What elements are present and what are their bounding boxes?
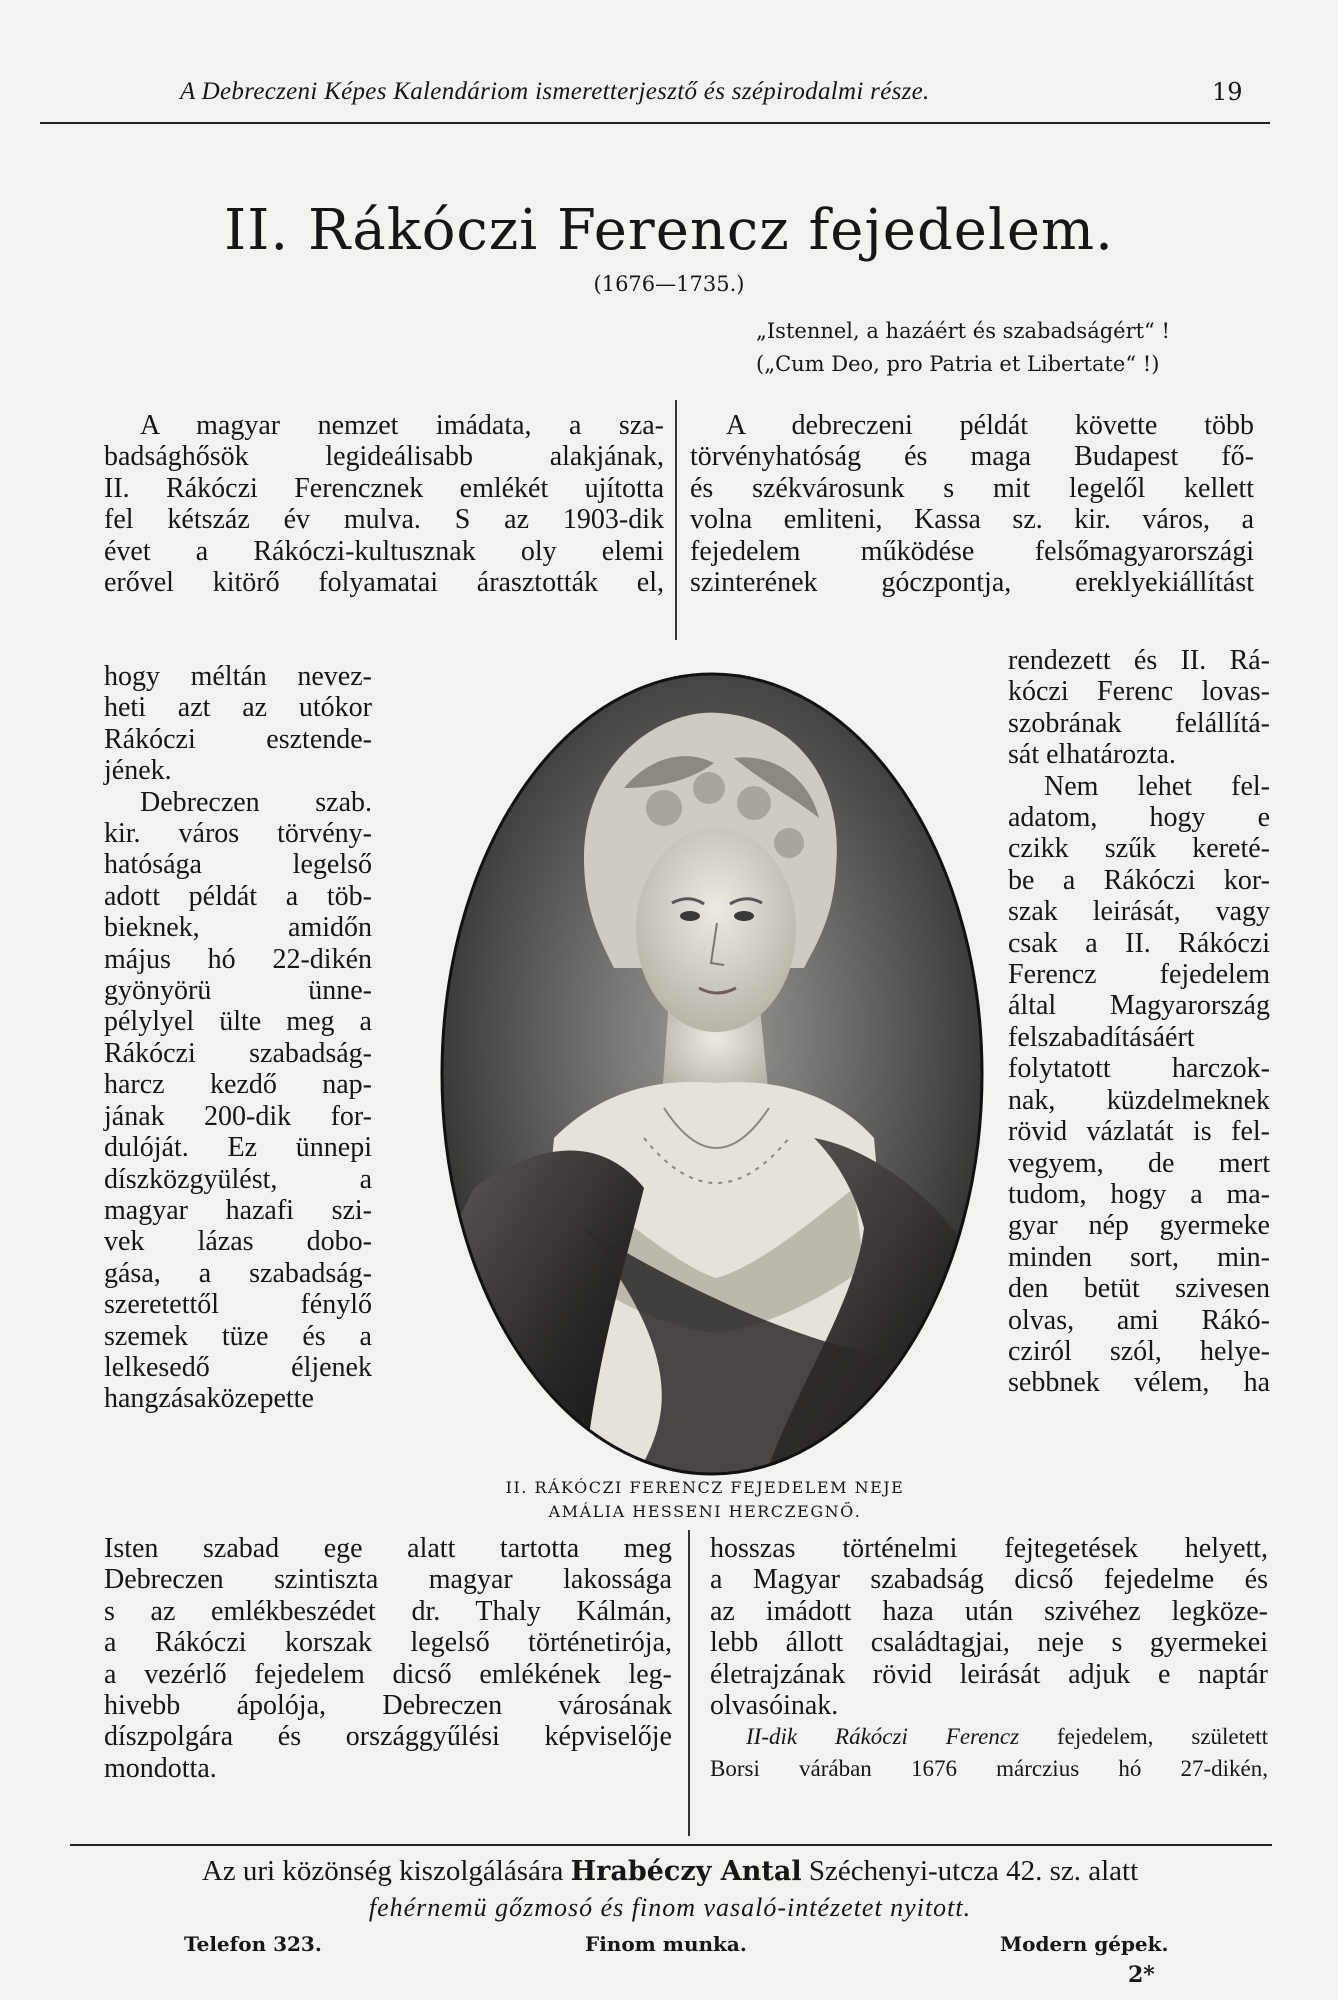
- text-line: Borsi várában 1676 márczius hó 27-dikén,: [710, 1755, 1268, 1781]
- text-line: gyar nép gyermeke: [1008, 1210, 1270, 1242]
- text-line: a Rákóczi korszak legelső történetirója,: [104, 1627, 672, 1659]
- text-line: Nem lehet fel-: [1044, 770, 1270, 802]
- text-line: [710, 1721, 1268, 1752]
- text-line: pélylyel ülte meg a: [104, 1006, 372, 1038]
- signature-mark: 2*: [1128, 1962, 1155, 1988]
- text-line: erővel kitörő folyamatai árasztották el,: [104, 567, 664, 599]
- text-line: szeretettől fénylő: [104, 1289, 372, 1321]
- text-line: szinterének góczpontja, ereklyekiállítást: [690, 567, 1254, 599]
- advertisement-line-2: fehérnemü gőzmosó és finom vasaló-intézetet nyitott.: [368, 1893, 972, 1922]
- italic-name: II-dik Rákóczi Ferencz: [746, 1724, 1020, 1750]
- text-line: magyar hazafi szi-: [104, 1194, 372, 1226]
- text-line: az imádott haza után szivéhez legköze-: [710, 1595, 1268, 1627]
- text-line: s az emlékbeszédet dr. Thaly Kálmán,: [104, 1595, 672, 1627]
- text-line: rendezett és II. Rá-: [1008, 645, 1270, 676]
- header-rule: [40, 122, 1270, 124]
- text-line: hivebb ápolója, Debreczen városának: [104, 1690, 672, 1722]
- text-line: olvasóinak.: [710, 1690, 839, 1722]
- text-line: hatósága legelső: [104, 849, 372, 881]
- text-line: lebb állott családtagjai, neje s gyermekei: [710, 1627, 1268, 1659]
- caption-line-2: AMÁLIA HESSENI HERCZEGNŐ.: [548, 1502, 862, 1521]
- text-line: volna emliteni, Kassa sz. kir. város, a: [690, 504, 1254, 536]
- text-line: A debreczeni példát követte több: [726, 410, 1254, 441]
- text-line: cziról szól, helye-: [1008, 1335, 1270, 1367]
- text-line: szak leirását, vagy: [1008, 896, 1270, 928]
- text-line: szemek tüze és a: [104, 1320, 372, 1352]
- page-number: 19: [1212, 78, 1243, 106]
- text-line: évet a Rákóczi-kultusznak oly elemi: [104, 535, 664, 567]
- text-line: rövid vázlatát is fel-: [1008, 1116, 1270, 1148]
- text-line: harcz kezdő nap-: [104, 1069, 372, 1101]
- text-line: kir. város törvény-: [104, 818, 372, 850]
- ad-quality: Finom munka.: [585, 1932, 747, 1956]
- text-line: adatom, hogy e: [1008, 802, 1270, 834]
- text-line: mondotta.: [104, 1752, 217, 1784]
- running-header: A Debreczeni Képes Kalendáriom ismeretterjesztő és szépirodalmi része.: [180, 78, 930, 105]
- text-line: fejedelem működése felsőmagyarországi: [690, 535, 1254, 567]
- text-line: a vezérlő fejedelem dicső emlékének leg-: [104, 1658, 672, 1690]
- column-divider-bottom: [688, 1530, 690, 1836]
- text-line: hogy méltán nevez-: [104, 661, 372, 692]
- advertisement-line-1: [70, 1855, 1270, 1888]
- ad-phone: Telefon 323.: [184, 1932, 322, 1956]
- text-line: hosszas történelmi fejtegetések helyett,: [710, 1533, 1268, 1564]
- text-line: Ferencz fejedelem: [1008, 959, 1270, 991]
- text-line: den betüt szivesen: [1008, 1273, 1270, 1305]
- text-line: Rákóczi esztende-: [104, 723, 372, 755]
- text-line: Rákóczi szabadság-: [104, 1037, 372, 1069]
- text-line: minden sort, min-: [1008, 1241, 1270, 1273]
- text-line: Isten szabad ege alatt tartotta meg: [104, 1533, 672, 1564]
- text-line: bieknek, amidőn: [104, 912, 372, 944]
- text-line: jának 200-dik for-: [104, 1100, 372, 1132]
- text-line: vegyem, de mert: [1008, 1147, 1270, 1179]
- text-line: Debreczen szintiszta magyar lakossága: [104, 1564, 672, 1596]
- text-line: törvényhatóság és maga Budapest fő-: [690, 441, 1254, 473]
- portrait-illustration: [434, 668, 990, 1480]
- right-column-top: [690, 410, 1254, 598]
- text-line: gyönyörü ünne-: [104, 975, 372, 1007]
- text-line: badsághősök legideálisabb alakjának,: [104, 441, 664, 473]
- text-line: adott példát a töb-: [104, 880, 372, 912]
- text-line: vek lázas dobo-: [104, 1226, 372, 1258]
- text-line: gása, a szabadság-: [104, 1257, 372, 1289]
- text-line: által Magyarország: [1008, 990, 1270, 1022]
- motto-line-2: („Cum Deo, pro Patria et Libertate“ !): [756, 352, 1160, 376]
- text-line: be a Rákóczi kor-: [1008, 864, 1270, 896]
- text-line: május hó 22-dikén: [104, 943, 372, 975]
- text-line: heti azt az utókor: [104, 692, 372, 724]
- ad-business-name: Hrabéczy Antal: [570, 1856, 802, 1887]
- text-line: II. Rákóczi Ferencznek emlékét ujította: [104, 472, 664, 504]
- ad-machines: Modern gépek.: [1000, 1932, 1169, 1956]
- text-line: folytatott harczok-: [1008, 1053, 1270, 1085]
- ad-prefix: Az uri közönség kiszolgálására: [201, 1855, 564, 1887]
- advertisement-rule: [70, 1844, 1272, 1846]
- text-line: fel kétszáz év mulva. S az 1903-dik: [104, 504, 664, 536]
- text-line: jének.: [104, 755, 172, 787]
- text-line: sát elhatározta.: [1008, 739, 1176, 771]
- text-span: fejedelem, született: [1057, 1724, 1269, 1750]
- text-line: kóczi Ferenc lovas-: [1008, 676, 1270, 708]
- caption-line-1: II. RÁKÓCZI FERENCZ FEJEDELEM NEJE: [505, 1478, 905, 1497]
- text-line: életrajzának rövid leirását adjuk e naptár: [710, 1658, 1268, 1690]
- portrait-caption: [380, 1476, 1030, 1524]
- text-line: Debreczen szab.: [140, 786, 372, 818]
- text-line: nak, küzdelmeknek: [1008, 1084, 1270, 1116]
- text-line: és székvárosunk s mit legelől kellett: [690, 472, 1254, 504]
- article-title: II. Rákóczi Ferencz fejedelem.: [224, 198, 1114, 263]
- text-line: szobrának felállítá-: [1008, 707, 1270, 739]
- text-line: a Magyar szabadság dicső fejedelme és: [710, 1564, 1268, 1596]
- text-line: olvas, ami Rákó-: [1008, 1304, 1270, 1336]
- text-line: czikk szűk kereté-: [1008, 833, 1270, 865]
- column-divider-top: [675, 400, 677, 640]
- text-line: dulóját. Ez ünnepi: [104, 1132, 372, 1164]
- text-line: hangzásaközepette: [104, 1383, 314, 1415]
- text-line: lelkesedő éljenek: [104, 1351, 372, 1383]
- text-line: felszabadításáért: [1008, 1021, 1195, 1053]
- left-column-top: [104, 410, 664, 598]
- right-column-bottom: [710, 1533, 1268, 1784]
- text-line: tudom, hogy a ma-: [1008, 1178, 1270, 1210]
- article-dates: (1676—1735.): [593, 272, 745, 296]
- text-line: A magyar nemzet imádata, a sza-: [140, 410, 664, 441]
- left-column-bottom: [104, 1533, 672, 1784]
- left-column-narrow: [104, 661, 372, 1415]
- text-line: díszpolgára és országgyűlési képviselője: [104, 1721, 672, 1753]
- motto: [756, 315, 1170, 381]
- text-line: díszközgyülést, a: [104, 1163, 372, 1195]
- text-line: sebbnek vélem, ha: [1008, 1367, 1270, 1399]
- motto-line-1: „Istennel, a hazáért és szabadságért“ !: [756, 319, 1170, 343]
- ad-address: Széchenyi-utcza 42. sz. alatt: [808, 1855, 1139, 1887]
- text-line: csak a II. Rákóczi: [1008, 927, 1270, 959]
- right-column-narrow: [1008, 645, 1270, 1399]
